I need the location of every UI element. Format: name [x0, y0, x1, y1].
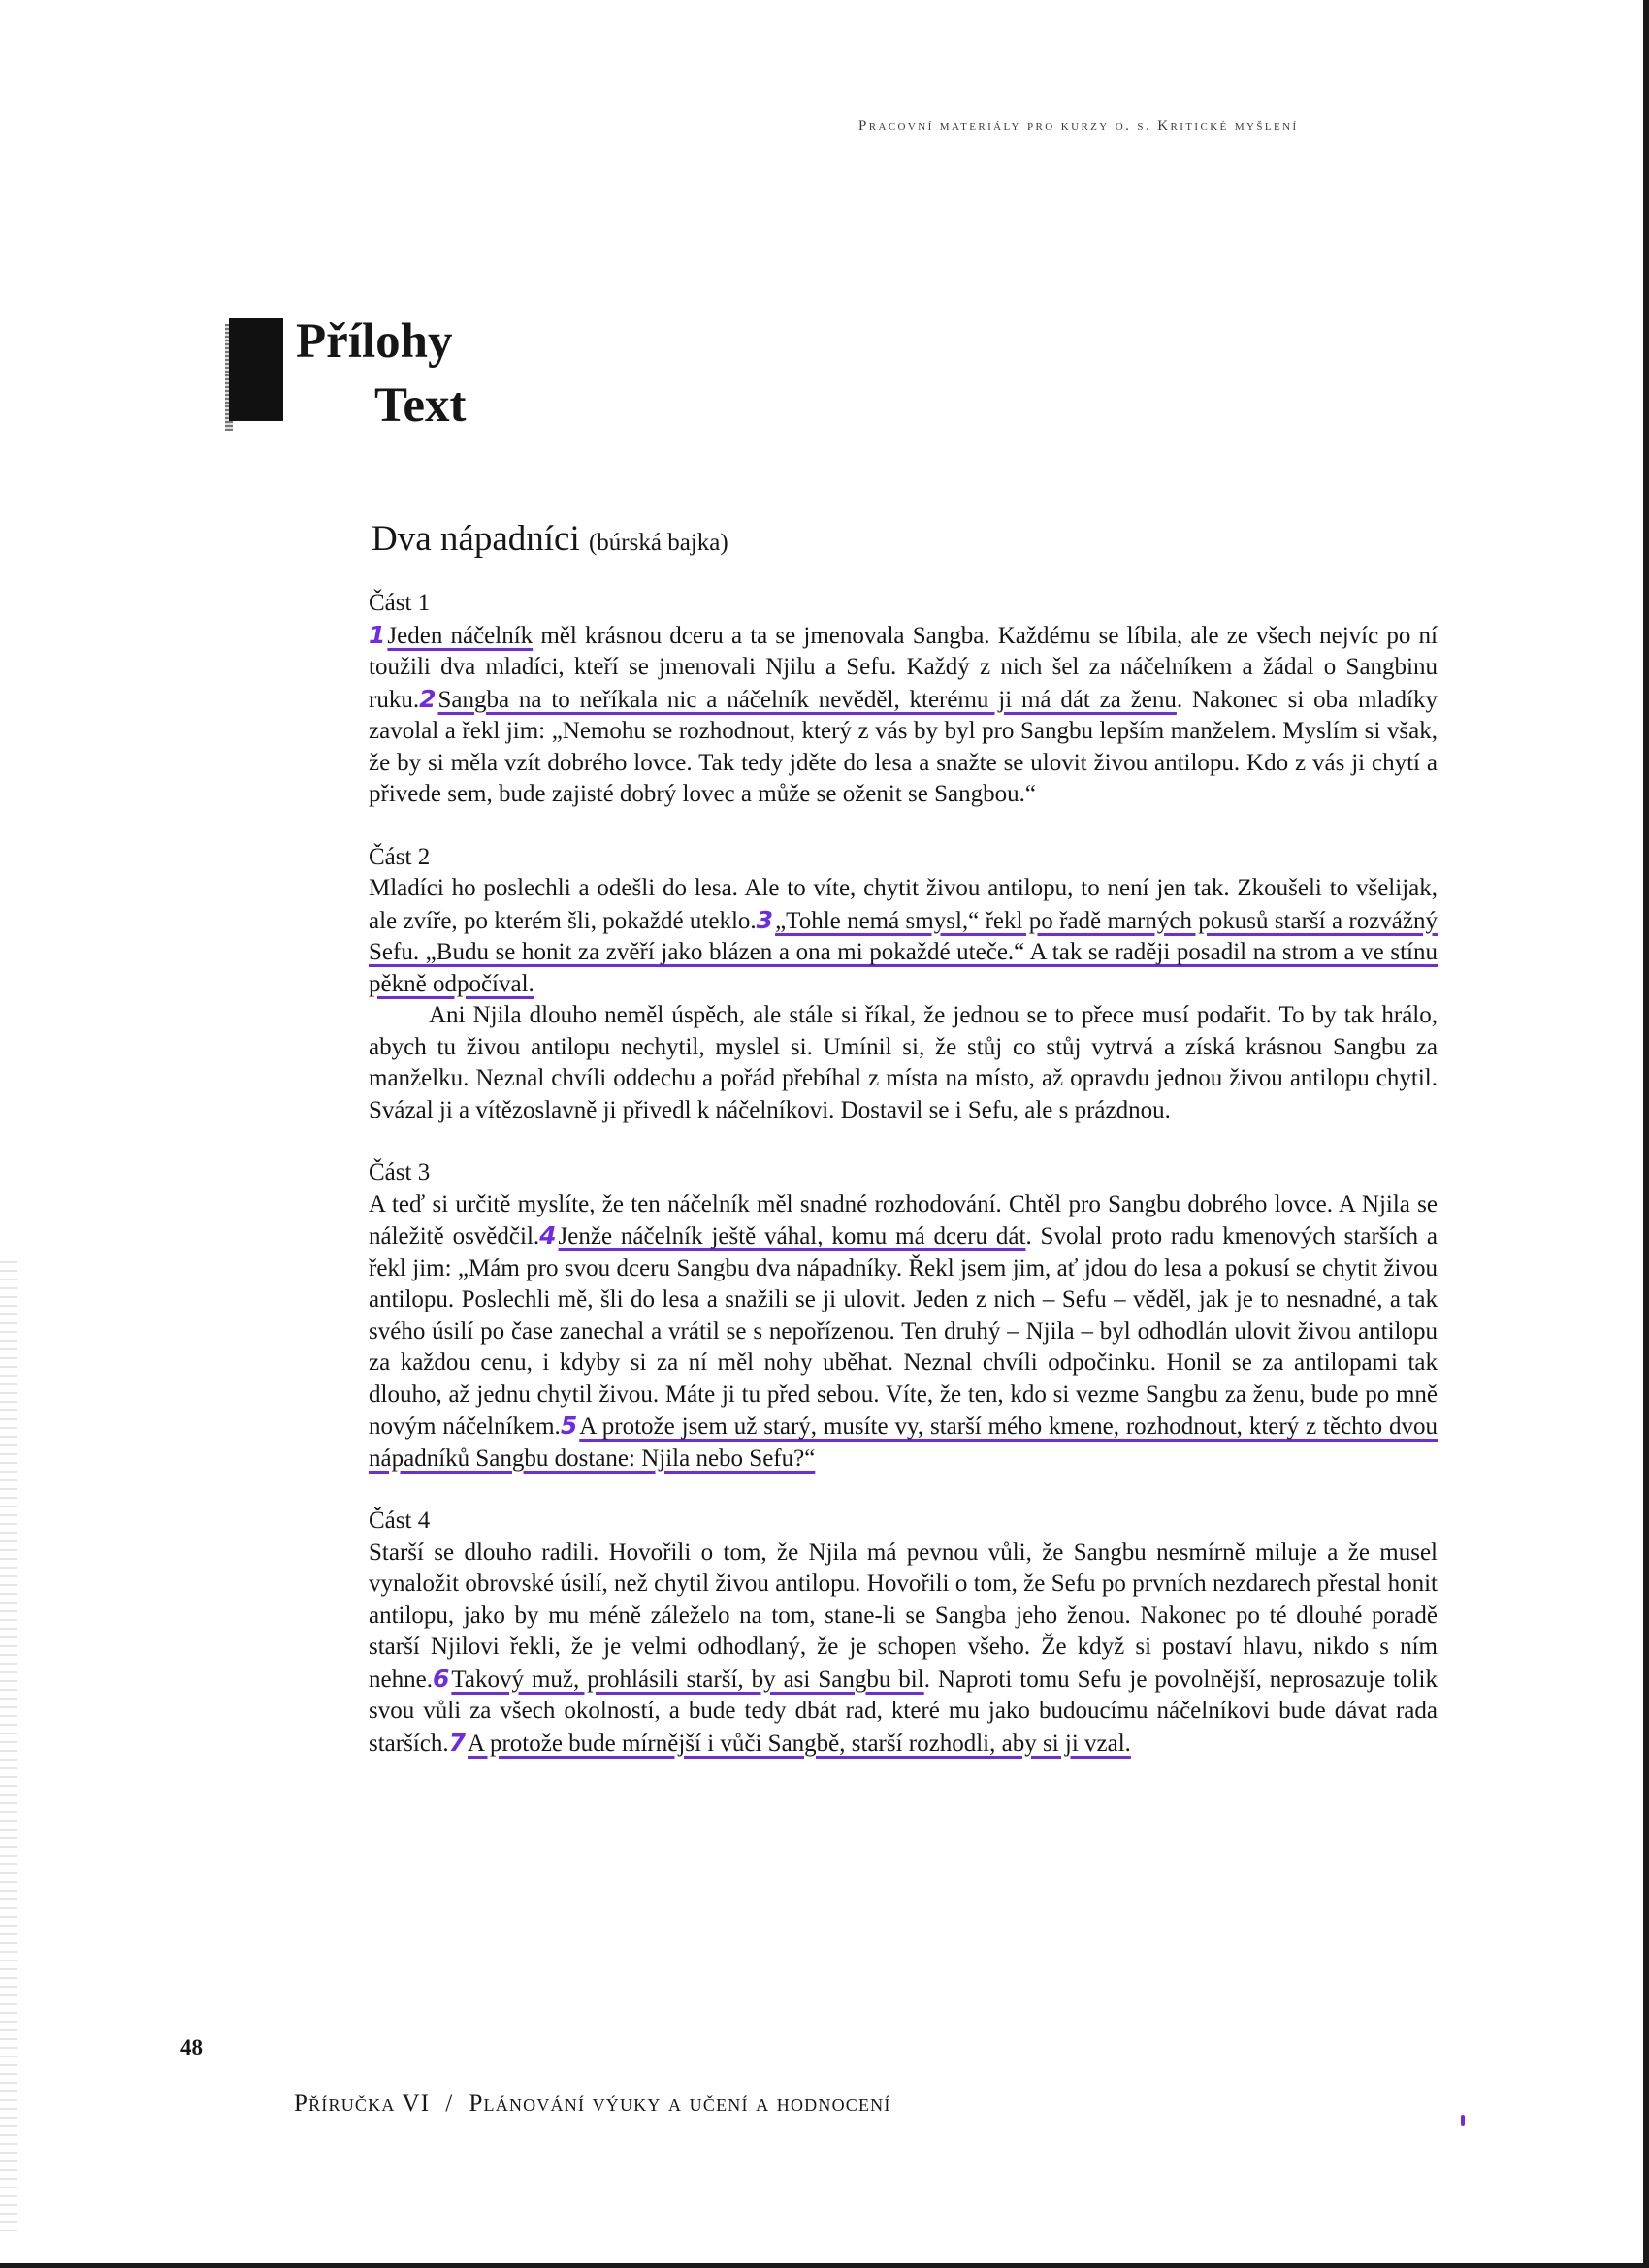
page-footer	[294, 2090, 891, 2118]
section-title: Přílohy	[296, 314, 453, 369]
part-body	[369, 873, 1438, 1126]
footer-separator: /	[445, 2090, 454, 2117]
part-heading: Část 3	[369, 1159, 431, 1185]
story-subtitle: (búrská bajka)	[588, 530, 728, 556]
section-bar	[229, 318, 283, 421]
text-segment: Starší se dlouho radili. Hovořili o tom, že Njila má pevnou vůli, že Sangbu nesmírně miluje a že musel vynaložit obrovské úsilí, než chytil živou antilopu. Hovořili o tom, že Sefu po prvních nezdarech přestal honit antilopu, jako by mu méně záleželo na tom, stane-li se Sangba jeho ženou. Nakonec po té dlouhé poradě starší Njilovi řekli, že je velmi odhodlaný, že je schopen všeho. Že když si postaví hlavu, nikdo s ním nehne.	[369, 1539, 1438, 1693]
pen-mark	[1461, 2115, 1465, 2126]
annotation-marker: 4	[539, 1221, 557, 1249]
annotation-marker: 5	[560, 1411, 578, 1440]
underlined-phrase: Takový muž, prohlásili starší, by asi Sangbu bil	[451, 1666, 924, 1693]
annotation-marker: 1	[369, 620, 386, 649]
footer-chapter: Plánování výuky a učení a hodnocení	[469, 2090, 891, 2117]
part-heading: Část 2	[369, 843, 431, 870]
story-title-text: Dva nápadníci	[372, 519, 580, 559]
annotation-marker: 2	[419, 684, 436, 713]
text-segment: Mladíci ho poslechli a odešli do lesa. Ale to víte, chytit živou antilopu, to není jen tak. Zkoušeli to všelijak, ale zvíře, po kterém šli, pokaždé uteklo.	[369, 875, 1438, 934]
text-segment: . Naproti tomu Sefu je povolnější, neprosazuje tolik svou vůli za všech okolností, a bude tedy dbát rad, které mu jako budoucímu náčelníkovi bude dávat rada starších.	[369, 1666, 1438, 1757]
part-heading: Část 1	[369, 590, 431, 616]
underlined-phrase: Sangba na to neříkala nic a náčelník nevěděl, kterému ji má dát za ženu	[437, 686, 1177, 713]
part-body	[369, 1538, 1438, 1761]
underlined-phrase: A protože bude mírnější i vůči Sangbě, starší rozhodli, aby si ji vzal.	[468, 1730, 1131, 1757]
underlined-phrase: Jenže náčelník ještě váhal, komu má dceru dát	[558, 1223, 1026, 1249]
annotation-marker: 7	[448, 1728, 467, 1757]
footer-book: Příručka VI	[294, 2090, 431, 2117]
running-header: Pracovní materiály pro kurzy o. s. Kritické myšlení	[858, 118, 1299, 134]
text-segment: A teď si určitě myslíte, že ten náčelník měl snadné rozhodování. Chtěl pro Sangbu dobrého lovce. A Njila se náležitě osvědčil.	[369, 1190, 1438, 1249]
page-number: 48	[180, 2035, 203, 2059]
scan-edge-bottom	[0, 2263, 1649, 2268]
underlined-phrase: „Tohle nemá smysl,“ řekl po řadě marných pokusů starší a rozvážný Sefu. „Budu se honit za zvěří jako blázen a ona mi pokaždé uteče.“ A tak se raději posadil na strom a ve stínu pěkně odpočíval.	[369, 907, 1438, 997]
story-body	[369, 588, 1438, 1791]
part-body	[369, 620, 1438, 811]
scan-edge-right	[1643, 0, 1649, 2268]
text-segment: . Svolal proto radu kmenových starších a řekl jim: „Mám pro svou dceru Sangbu dva nápadníky. Řekl jsem jim, ať jdou do lesa a pokusí se chytit živou antilopu. Poslechli mě, šli do lesa a snažili se ji ulovit. Jeden z nich – Sefu – věděl, jak je to nesnadné, a tak svého úsilí po čase zanechal a vrátil se s nepořízenou. Ten druhý – Njila – byl odhodlán ulovit živou antilopu za každou cenu, i kdyby si za ní měl nohy uběhat. Neznal chvíli odpočinku. Honil se za antilopami tak dlouho, až jednu chytil živou. Máte ji tu před sebou. Víte, že ten, kdo si vezme Sangbu za ženu, bude po mně novým náčelníkem.	[369, 1223, 1438, 1440]
annotation-marker: 3	[756, 905, 774, 934]
text-segment: Ani Njila dlouho neměl úspěch, ale stále si říkal, že jednou se to přece musí podařit. To by tak hrálo, abych tu živou antilopu nechytil, myslel si. Umínil si, že stůj co stůj vytrvá a získá krásnou Sangbu za manželku. Neznal chvíli oddechu a pořád přebíhal z místa na místo, až opravdu jednou živou antilopu chytil. Svázal ji a vítězoslavně ji přivedl k náčelníkovi. Dostavil se i Sefu, ale s prázdnou.	[369, 1002, 1438, 1123]
annotation-marker: 6	[432, 1664, 450, 1693]
underlined-phrase: A protože jsem už starý, musíte vy, starší mého kmene, rozhodnout, který z těchto dvou nápadníků Sangbu dostane: Njila nebo Sefu?“	[369, 1413, 1439, 1472]
underlined-phrase: Jeden náčelník	[387, 622, 534, 649]
scan-noise	[0, 1261, 17, 2231]
part-body	[369, 1189, 1438, 1475]
text-segment: . Nakonec si oba mladíky zavolal a řekl jim: „Nemohu se rozhodnout, který z vás by byl pro Sangbu lepším manželem. Myslím si však, že by si měla vzít dobrého lovce. Tak tedy jděte do lesa a snažte se ulovit živou antilopu. Kdo z vás ji chytí a přivede sem, bude zajisté dobrý lovec a může se oženit se Sangbou.“	[369, 686, 1438, 807]
story-title	[372, 518, 728, 560]
part-heading: Část 4	[369, 1507, 431, 1534]
text-segment: měl krásnou dceru a ta se jmenovala Sangba. Každému se líbila, ale ze všech nejvíc po ní toužili dva mladíci, kteří se jmenovali Njilu a Sefu. Každý z nich šel za náčelníkem a žádal o Sangbinu ruku.	[369, 622, 1438, 713]
section-subtitle: Text	[374, 378, 467, 433]
